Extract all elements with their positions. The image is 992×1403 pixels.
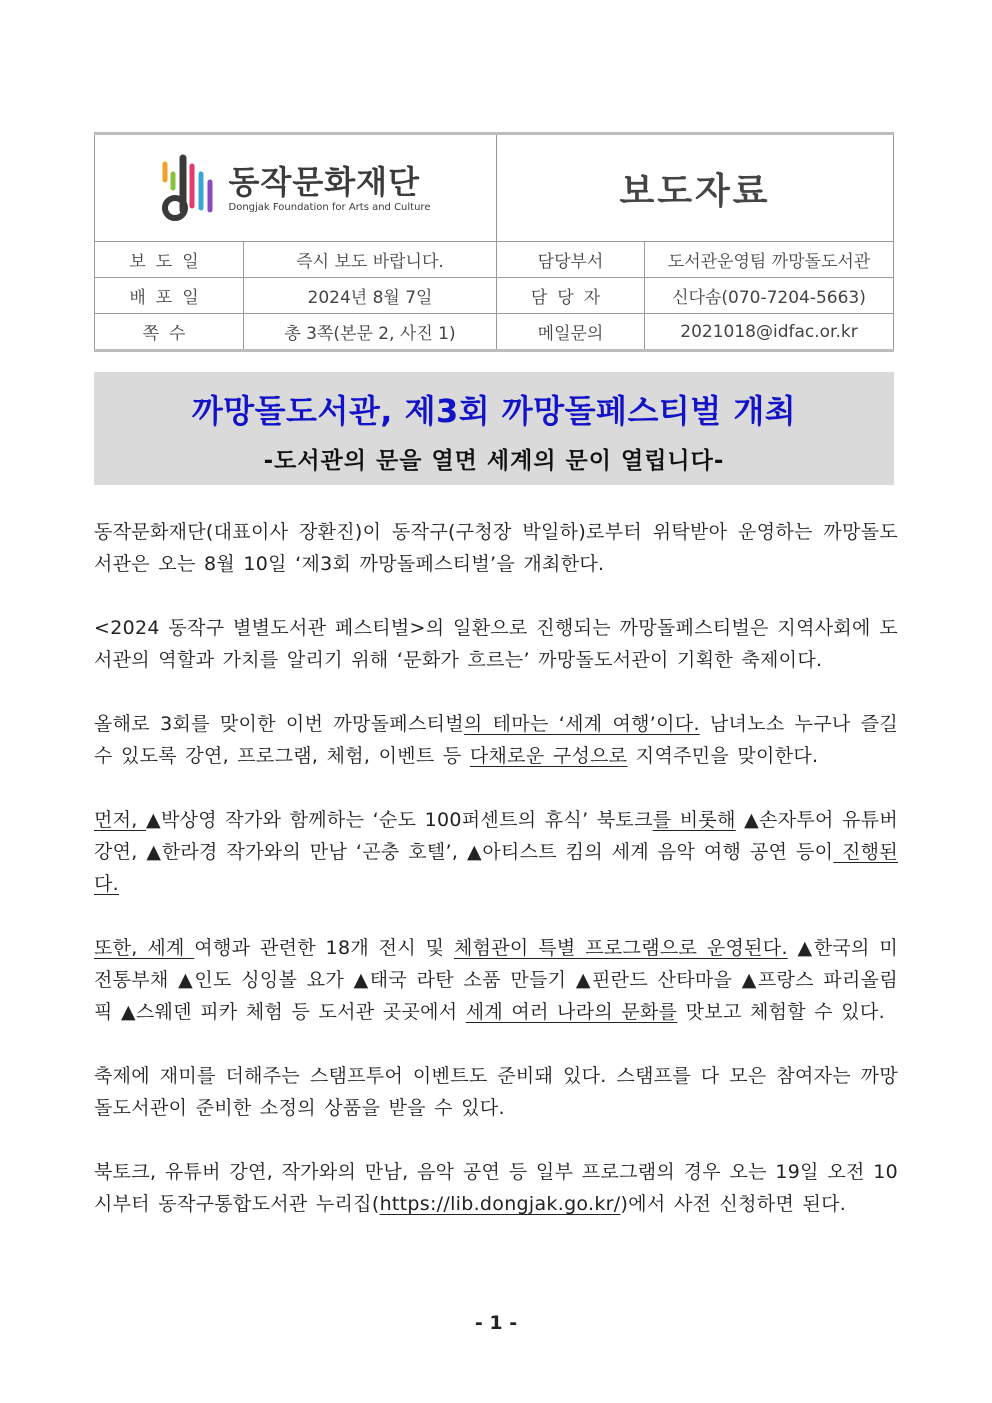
- foundation-logo-icon: [161, 152, 217, 224]
- info-row: [95, 242, 894, 278]
- paragraph-2: <2024 동작구 별별도서관 페스티벌>의 일환으로 진행되는 까망돌페스티벌은 지역사회에 도서관의 역할과 가치를 알리기 위해 ‘문화가 흐르는’ 까망돌도서관이 기획한 축제이다.: [94, 617, 898, 671]
- p3-text-c: 남녀노소 누구나 즐길 수 있도록 강연, 프로그램, 체험, 이벤트 등: [94, 713, 898, 767]
- org-name: 동작문화재단: [228, 163, 420, 201]
- p3-underlined-theme: 의 테마는 ‘세계 여행’이다.: [463, 713, 700, 735]
- p3-text-a: 올해로 3회를 맞이한 이번 까망돌페스티벌: [94, 713, 464, 735]
- org-subtitle: Dongjak Foundation for Arts and Culture: [228, 202, 431, 213]
- p5-text-b: 여행과 관련한 18개 전시 및: [194, 937, 454, 959]
- paragraph-4: [94, 804, 898, 900]
- p4-underlined-including: 를 비롯해: [652, 809, 736, 831]
- paragraph-1: 동작문화재단(대표이사 장환진)이 동작구(구청장 박일하)로부터 위탁받아 운영하는 까망돌도서관은 오는 8월 10일 ‘제3회 까망돌페스티벌’을 개최한다.: [94, 521, 898, 575]
- label-department: 담당부서: [497, 242, 645, 278]
- library-website-link[interactable]: https://lib.dongjak.go.kr/: [379, 1193, 621, 1215]
- paragraph-3: [94, 708, 898, 772]
- press-release-title: 보도자료: [619, 170, 771, 212]
- paragraph-5: [94, 932, 898, 1028]
- p4-underlined-held: 진행된다.: [94, 841, 898, 895]
- p7-text-a: 북토크, 유튜버 강연, 작가와의 만남, 음악 공연 등 일부 프로그램의 경우 오는 19일 오전 10시부터 동작구통합도서관 누리집(: [94, 1161, 898, 1215]
- p4-text-d: ▲손자투어 유튜버 강연, ▲한라경 작가와의 만남 ‘곤충 호텔’, ▲아티스트 킴의 세계 음악 여행 공연 등이: [94, 809, 898, 863]
- info-row: [95, 314, 894, 351]
- article-body: [94, 516, 898, 1252]
- label-release-date: 보도일: [95, 242, 244, 278]
- p5-underlined-program: 체험관이 특별 프로그램으로 운영된다.: [453, 937, 788, 959]
- p5-underlined-also: 또한, 세계: [94, 937, 195, 959]
- label-distribution-date: 배포일: [95, 278, 244, 314]
- press-header-table: [94, 132, 894, 352]
- value-distribution-date: 2024년 8월 7일: [244, 278, 497, 314]
- label-page-count: 쪽수: [95, 314, 244, 351]
- p3-text-e: 지역주민을 맞이한다.: [627, 745, 819, 767]
- headline-banner: [94, 372, 894, 485]
- p3-underlined-composition: 다채로운 구성으로: [469, 745, 628, 767]
- info-row: [95, 278, 894, 314]
- value-department: 도서관운영팀 까망돌도서관: [645, 242, 894, 278]
- value-email: 2021018@idfac.or.kr: [645, 314, 894, 351]
- label-email: 메일문의: [497, 314, 645, 351]
- label-contact-person: 담당자: [497, 278, 645, 314]
- headline-subtitle: -도서관의 문을 열면 세계의 문이 열립니다-: [263, 448, 725, 474]
- p5-text-f: 맛보고 체험할 수 있다.: [677, 1001, 885, 1023]
- p5-text-d: ▲한국의 미 전통부채 ▲인도 싱잉볼 요가 ▲태국 라탄 소품 만들기 ▲핀란드 산타마을 ▲프랑스 파리올림픽 ▲스웨덴 피카 체험 등 도서관 곳곳에서: [94, 937, 898, 1023]
- p7-text-b: )에서 사전 신청하면 된다.: [620, 1193, 847, 1215]
- p5-underlined-cultures: 세계 여러 나라의 문화를: [465, 1001, 678, 1023]
- headline-title: 까망돌도서관, 제3회 까망돌페스티벌 개최: [191, 392, 797, 430]
- value-release-date: 즉시 보도 바랍니다.: [244, 242, 497, 278]
- value-page-count: 총 3쪽(본문 2, 사진 1): [244, 314, 497, 351]
- p4-text-b: ▲박상영 작가와 함께하는 ‘순도 100퍼센트의 휴식’ 북토크: [146, 809, 653, 831]
- foundation-logo: [95, 152, 496, 224]
- logo-cell: [95, 134, 497, 242]
- paragraph-6: 축제에 재미를 더해주는 스탬프투어 이벤트도 준비돼 있다. 스탬프를 다 모은 참여자는 까망돌도서관이 준비한 소정의 상품을 받을 수 있다.: [94, 1065, 898, 1119]
- p4-underlined-first: 먼저,: [94, 809, 147, 831]
- value-contact-person: 신다솜(070-7204-5663): [645, 278, 894, 314]
- press-release-cell: [497, 134, 894, 242]
- page-number: - 1 -: [474, 1312, 518, 1334]
- paragraph-7: [94, 1156, 898, 1220]
